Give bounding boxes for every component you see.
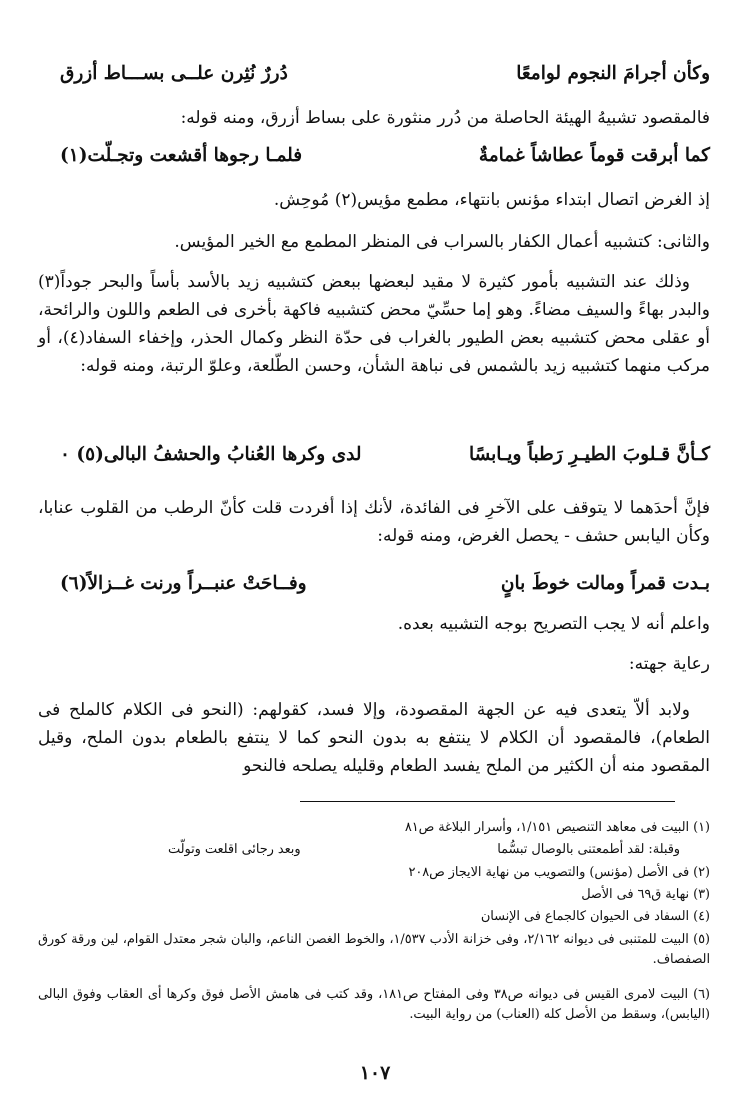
paragraph: فإنَّ أحدَهما لا يتوقف على الآخرِ فى الفائدة، لأنك إذا أفردت قلت كأنّ الرطب من القلوب عنابا، وكأن اليابس حشف - يحصل الغرض، ومنه قوله: [38,498,710,546]
verse-line [60,566,710,600]
page-number: ١٠٧ [359,1062,391,1084]
footnote-divider [300,801,675,802]
verse-hemistich-first: كما أبرقت قوماً عطاشاً غمامةٌ [478,144,710,166]
paragraph: إذ الغرض اتصال ابتداء مؤنس بانتهاء، مطمع مؤيس(٢) مُوحِش. [273,190,710,210]
footnote-verse [38,840,710,860]
footnote-verse-second: وبعد رجائى اقلعت وتولّت [168,842,301,857]
footnote: (١) البيت فى معاهد التنصيص ١/١٥١، وأسرار البلاغة ص٨١ [404,820,710,835]
footnote: (٢) فى الأصل (مؤنس) والتصويب من نهاية الايجاز ص٢٠٨ [408,865,710,880]
verse-line [60,437,710,471]
paragraph: واعلم أنه لا يجب التصريح بوجه التشبيه بعده. [397,614,710,634]
verse-hemistich-first: وكأن أجرامَ النجوم لوامعًا [516,62,710,84]
verse-hemistich-first: بـدت قمراً ومالت خوطَ بانٍ [500,572,710,594]
verse-hemistich-first: كـأنَّ قـلوبَ الطيـرِ رَطباً ويـابسًا [468,443,710,465]
verse-line [60,138,710,172]
footnote: (٣) نهاية ق٦٩ فى الأصل [581,887,710,902]
footnote: (٦) البيت لامرى القيس فى ديوانه ص٣٨ وفى المفتاح ص١٨١، وقد كتب فى هامش الأصل فوق وكرها أى العقاب وفوق البالى (اليابس)، وسقط من الأصل كله (العناب) من رواية البيت. [38,987,710,1022]
section-heading: رعاية جهته: [628,654,710,674]
paragraph: والثانى: كتشبيه أعمال الكفار بالسراب فى المنظر المطمع مع الخير المؤيس. [174,232,710,252]
verse-hemistich-second: فلمـا رجوها أقشعت وتجـلّت(١) [60,144,303,166]
footnote-verse-first: وقبلة: لقد أطمعتنى بالوصال تبسُّما [497,842,680,857]
verse-hemistich-second: لدى وكرها العُنابُ والحشفُ البالى(٥) ٠ [60,443,362,465]
footnote: (٥) البيت للمتنبى فى ديوانه ٢/١٦٢، وفى خزانة الأدب ١/٥٣٧، والخوط الغصن الناعم، والبان شجر معتدل القوام، لين ورقة كورق الصفصاف. [38,932,710,967]
verse-hemistich-second: دُررٌ نُثِرن علــى بســـاط أزرق [60,62,288,84]
footnote: (٤) السفاد فى الحيوان كالجماع فى الإنسان [480,909,710,924]
paragraph: ولابد ألاّ يتعدى فيه عن الجهة المقصودة، وإلا فسد، كقولهم: (النحو فى الكلام كالملح فى الطعام)، فالمقصود أن الكلام لا ينتفع به بدون النحو كما لا ينتفع بالطعام بدون الملح، وقيل المقصود منه أن الكثير من الملح يفسد الطعام وقليله يصلحه فالنحو [38,700,710,776]
paragraph: فالمقصود تشبيهُ الهيئة الحاصلة من دُرر منثورة على بساط أزرق، ومنه قوله: [180,108,710,128]
verse-hemistich-second: وفــاحَتْ عنبــراً ورنت غــزالاً(٦) [60,572,307,594]
verse-line [60,56,710,90]
paragraph: وذلك عند التشبيه بأمور كثيرة لا مقيد لبعضها ببعض كتشبيه زيد بالأسد بأساً والبحر جوداً(٣) والبدر بهاءً والسيف مضاءً. وهو إما حسِّيّ محض كتشبيه فاكهة بأخرى فى الطعم واللون والرائحة، أو عقلى محض كتشبيه بعض الطيور بالغراب فى حدّة النظر وكمال الحذر، وإخفاء السفاد(٤)، أو مركب منهما كتشبيه زيد بالشمس فى نباهة الشأن، وحسن الطّلعة، وعلوّ الرتبة، ومنه قوله: [38,272,710,376]
